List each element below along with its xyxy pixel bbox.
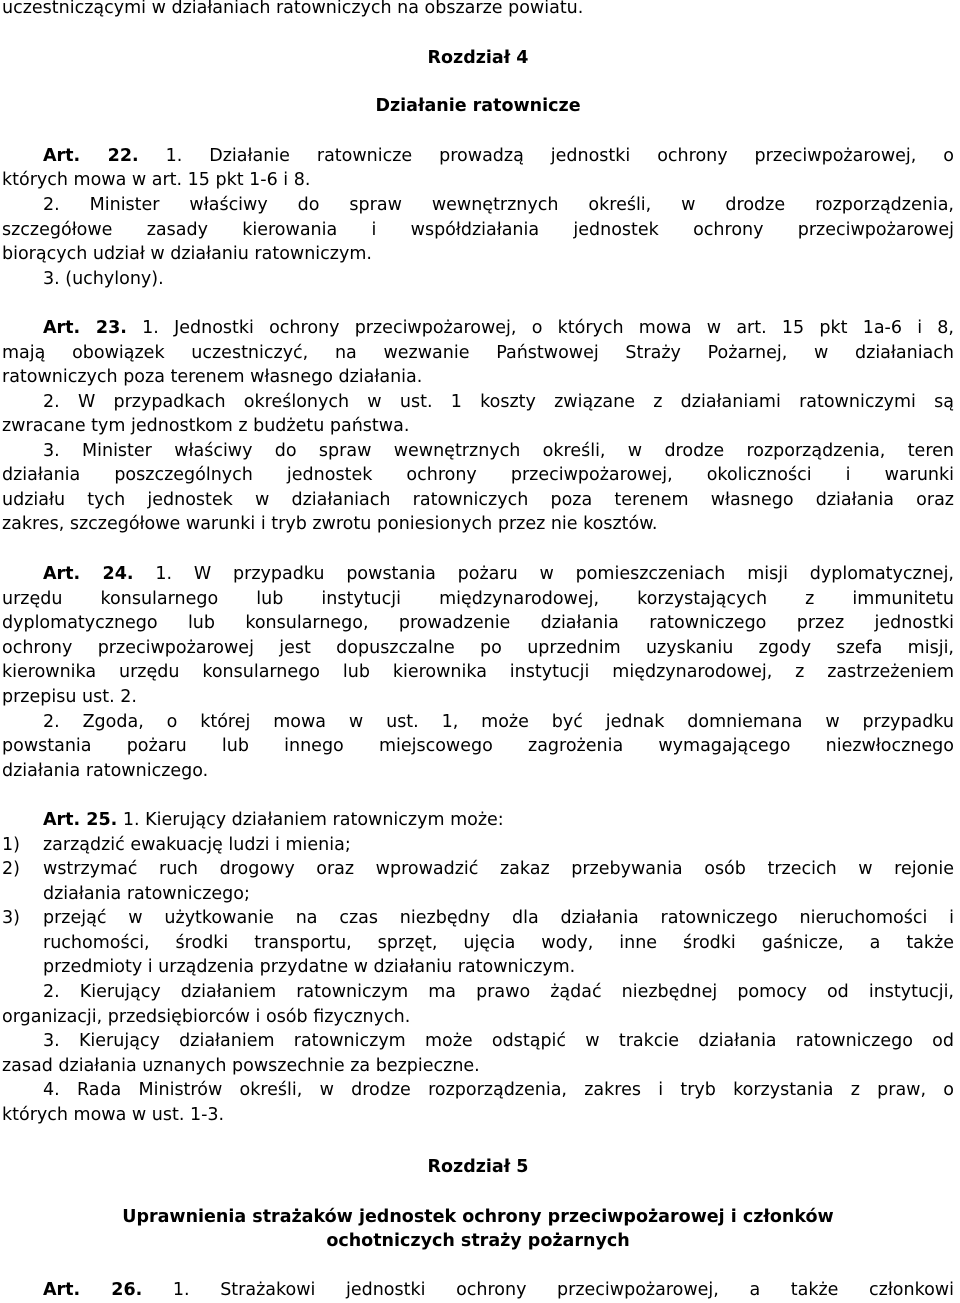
text-line: działania ratowniczego. bbox=[2, 761, 209, 781]
list-number: 2) bbox=[2, 859, 20, 879]
text-line: ratowniczych poza terenem własnego działania. bbox=[2, 367, 423, 387]
text-line: zakres, szczegółowe warunki i tryb zwrotu poniesionych przez nie kosztów. bbox=[2, 514, 658, 534]
text-line: ochrony przeciwpożarowej jest dopuszczalne po uprzednim uzyskaniu zgody szefa misji, bbox=[2, 638, 954, 658]
text-line: których mowa w art. 15 pkt 1-6 i 8. bbox=[2, 170, 311, 190]
article-23-para-2: 2. W przypadkach określonych w ust. 1 koszty związane z działaniami ratowniczymi są bbox=[43, 392, 954, 412]
article-25-para-2: 2. Kierujący działaniem ratowniczym ma prawo żądać niezbędnej pomocy od instytucji, bbox=[43, 982, 954, 1002]
chapter-title: Uprawnienia strażaków jednostek ochrony przeciwpożarowej i członków bbox=[122, 1207, 834, 1227]
article-26-para-1: Art. 26. 1. Strażakowi jednostki ochrony przeciwpożarowej, a także członkowi bbox=[43, 1280, 954, 1300]
article-25-para-3: 3. Kierujący działaniem ratowniczym może odstąpić w trakcie działania ratowniczego od bbox=[43, 1031, 954, 1051]
list-item: 1) zarządzić ewakuację ludzi i mienia; bbox=[2, 835, 351, 855]
text-line: powstania pożaru lub innego miejscowego zagrożenia wymagającego niezwłocznego bbox=[2, 736, 954, 756]
text-line: urzędu konsularnego lub instytucji międzynarodowej, korzystających z immunitetu bbox=[2, 589, 954, 609]
article-24-para-2: 2. Zgoda, o której mowa w ust. 1, może być jednak domniemana w przypadku bbox=[43, 712, 954, 732]
text-line: zasad działania uznanych powszechnie za bezpieczne. bbox=[2, 1056, 480, 1076]
chapter-title: ochotniczych straży pożarnych bbox=[326, 1231, 630, 1251]
article-23-para-1: Art. 23. 1. Jednostki ochrony przeciwpożarowej, o których mowa w art. 15 pkt 1a-6 i 8, bbox=[43, 318, 954, 338]
list-item: 3) przejąć w użytkowanie na czas niezbędny dla działania ratowniczego nieruchomości i bbox=[2, 908, 954, 928]
text-line: organizacji, przedsiębiorców i osób fizycznych. bbox=[2, 1007, 411, 1027]
article-22-para-2: 2. Minister właściwy do spraw wewnętrznych określi, w drodze rozporządzenia, bbox=[43, 195, 954, 215]
article-25-para-4: 4. Rada Ministrów określi, w drodze rozporządzenia, zakres i tryb korzystania z praw, o bbox=[43, 1080, 954, 1100]
list-number: 1) bbox=[2, 835, 20, 855]
text-line: mają obowiązek uczestniczyć, na wezwanie Państwowej Straży Pożarnej, w działaniach bbox=[2, 343, 954, 363]
article-22-para-3: 3. (uchylony). bbox=[43, 269, 164, 289]
article-24-para-1: Art. 24. 1. W przypadku powstania pożaru w pomieszczeniach misji dyplomatycznej, bbox=[43, 564, 954, 584]
text-line: przepisu ust. 2. bbox=[2, 687, 137, 707]
text-line: działania poszczególnych jednostek ochrony przeciwpożarowej, okoliczności i warunki bbox=[2, 465, 954, 485]
list-item: 2) wstrzymać ruch drogowy oraz wprowadzić zakaz przebywania osób trzecich w rejonie bbox=[2, 859, 954, 879]
text-line: szczegółowe zasady kierowania i współdziałania jednostek ochrony przeciwpożarowej bbox=[2, 220, 954, 240]
list-number: 3) bbox=[2, 908, 20, 928]
text-line: dyplomatycznego lub konsularnego, prowadzenie działania ratowniczego przez jednostki bbox=[2, 613, 954, 633]
text-line: biorących udział w działaniu ratowniczym. bbox=[2, 244, 372, 264]
text-line: przedmioty i urządzenia przydatne w działaniu ratowniczym. bbox=[43, 957, 576, 977]
text-line: działania ratowniczego; bbox=[43, 884, 250, 904]
article-22-para-1: Art. 22. 1. Działanie ratownicze prowadzą jednostki ochrony przeciwpożarowej, o bbox=[43, 146, 954, 166]
article-23-para-3: 3. Minister właściwy do spraw wewnętrznych określi, w drodze rozporządzenia, teren bbox=[43, 441, 954, 461]
chapter-heading: Rozdział 4 bbox=[427, 48, 529, 68]
chapter-title: Działanie ratownicze bbox=[375, 96, 581, 116]
text-line: udziału tych jednostek w działaniach ratowniczych poza terenem własnego działania oraz bbox=[2, 490, 954, 510]
text-line: kierownika urzędu konsularnego lub kierownika instytucji międzynarodowej, z zastrzeżeniem bbox=[2, 662, 954, 682]
chapter-heading: Rozdział 5 bbox=[427, 1157, 529, 1177]
text-line: ruchomości, środki transportu, sprzęt, ujęcia wody, inne środki gaśnicze, a także bbox=[43, 933, 954, 953]
article-25-para-1: Art. 25. 1. Kierujący działaniem ratowniczym może: bbox=[43, 810, 504, 830]
text-line: których mowa w ust. 1-3. bbox=[2, 1105, 225, 1125]
text-line: uczestniczącymi w działaniach ratowniczych na obszarze powiatu. bbox=[2, 0, 584, 18]
text-line: zwracane tym jednostkom z budżetu państwa. bbox=[2, 416, 410, 436]
